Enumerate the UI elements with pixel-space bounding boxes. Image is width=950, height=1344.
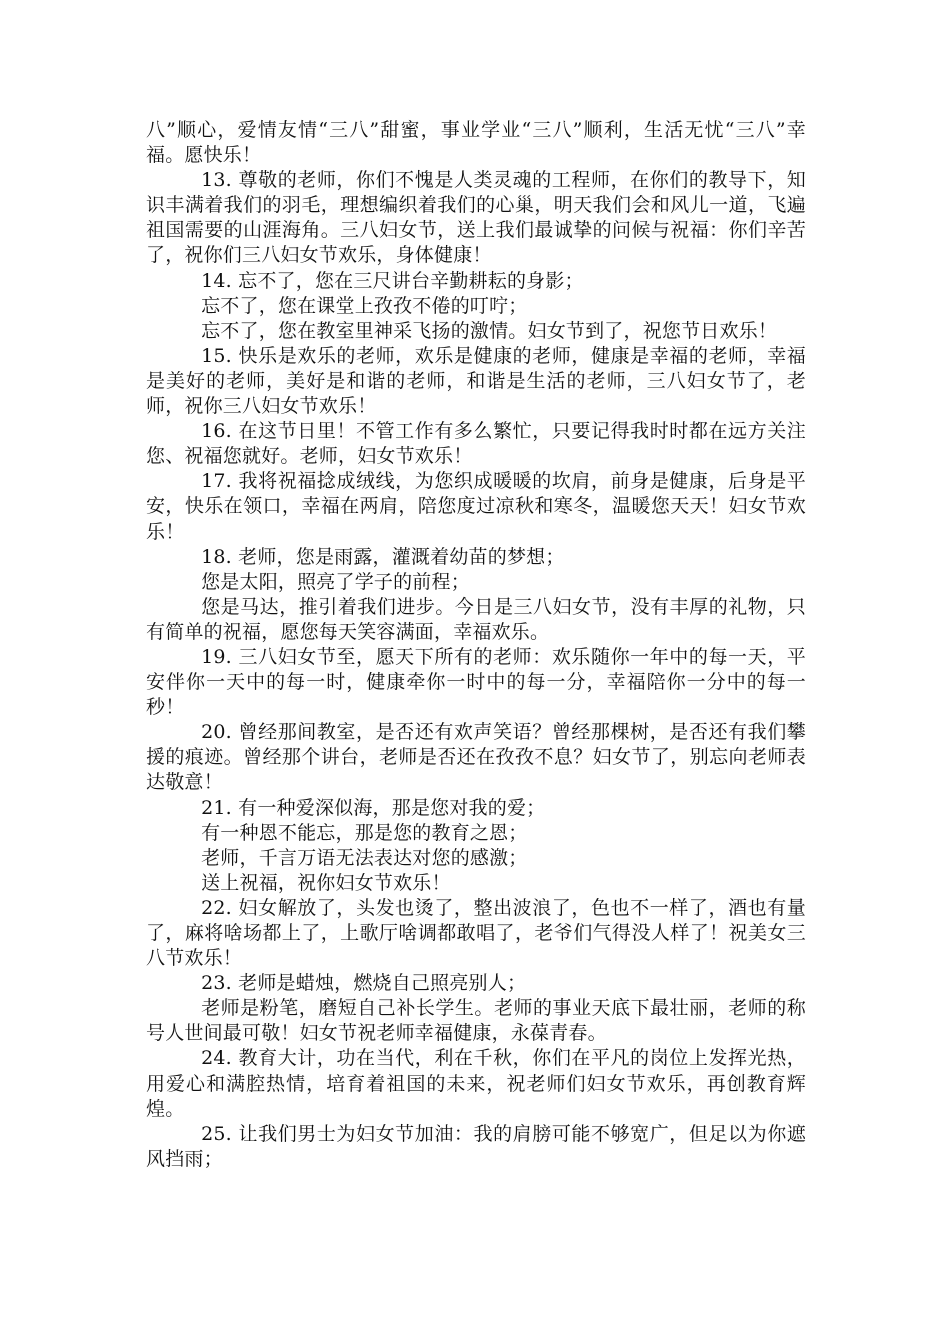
paragraph-22: 22. 妇女解放了，头发也烫了，整出波浪了，色也不一样了，酒也有量了，麻将啥场都上了，上歌厅啥调都敢唱了，老爷们气得没人样了！祝美女三八节欢乐！ xyxy=(146,896,806,970)
paragraph-continuation: 八”顺心，爱情友情“三八”甜蜜，事业学业“三八”顺利，生活无忧“三八”幸福。愿快乐！ xyxy=(146,119,806,167)
paragraph-23-line-2: 老师是粉笔，磨短自己补长学生。老师的事业天底下最壮丽，老师的称号人世间最可敬！妇女节祝老师幸福健康，永葆青春。 xyxy=(146,997,806,1045)
paragraph-25: 25. 让我们男士为妇女节加油：我的肩膀可能不够宽广，但足以为你遮风挡雨； xyxy=(146,1122,806,1170)
paragraph-13: 13. 尊敬的老师，你们不愧是人类灵魂的工程师，在你们的教导下，知识丰满着我们的羽毛，理想编织着我们的心巢，明天我们会和风儿一道，飞遍祖国需要的山涯海角。三八妇女节，送上我们最诚挚的问候与祝福：你们辛苦了，祝你们三八妇女节欢乐，身体健康！ xyxy=(146,169,806,267)
paragraph-21-line-2: 有一种恩不能忘，那是您的教育之恩； xyxy=(201,821,528,844)
document-body xyxy=(146,118,806,1172)
paragraph-19: 19. 三八妇女节至，愿天下所有的老师：欢乐随你一年中的每一天，平安伴你一天中的每一时，健康牵你一时中的每一分，幸福陪你一分中的每一秒！ xyxy=(146,645,806,719)
paragraph-14-line-2: 忘不了，您在课堂上孜孜不倦的叮咛； xyxy=(201,294,528,317)
paragraph-16: 16. 在这节日里！不管工作有多么繁忙，只要记得我时时都在远方关注您、祝福您就好。老师，妇女节欢乐！ xyxy=(146,420,806,468)
paragraph-21-line-3: 老师，千言万语无法表达对您的感激； xyxy=(201,846,528,869)
paragraph-21: 21. 有一种爱深似海，那是您对我的爱； xyxy=(201,796,546,819)
paragraph-15: 15. 快乐是欢乐的老师，欢乐是健康的老师，健康是幸福的老师，幸福是美好的老师，美好是和谐的老师，和谐是生活的老师，三八妇女节了，老师，祝你三八妇女节欢乐！ xyxy=(146,344,806,418)
paragraph-18: 18. 老师，您是雨露，灌溉着幼苗的梦想； xyxy=(201,545,565,568)
paragraph-14-line-3: 忘不了，您在教室里神采飞扬的激情。妇女节到了，祝您节日欢乐！ xyxy=(201,319,778,342)
paragraph-17: 17. 我将祝福捻成绒线，为您织成暖暖的坎肩，前身是健康，后身是平安，快乐在领口，幸福在两肩，陪您度过凉秋和寒冬，温暖您天天！妇女节欢乐！ xyxy=(146,470,806,543)
paragraph-24: 24. 教育大计，功在当代，利在千秋，你们在平凡的岗位上发挥光热，用爱心和满腔热情，培育着祖国的未来，祝老师们妇女节欢乐，再创教育辉煌。 xyxy=(146,1047,806,1120)
paragraph-18-line-3: 您是马达，推引着我们进步。今日是三八妇女节，没有丰厚的礼物，只有简单的祝福，愿您每天笑容满面，幸福欢乐。 xyxy=(146,595,806,643)
paragraph-18-line-2: 您是太阳，照亮了学子的前程； xyxy=(201,570,470,593)
paragraph-23: 23. 老师是蜡烛，燃烧自己照亮别人； xyxy=(201,972,527,995)
paragraph-14: 14. 忘不了，您在三尺讲台辛勤耕耘的身影； xyxy=(201,269,584,292)
paragraph-20: 20. 曾经那间教室，是否还有欢声笑语？曾经那棵树，是否还有我们攀援的痕迹。曾经那个讲台，老师是否还在孜孜不息？妇女节了，别忘向老师表达敬意！ xyxy=(146,721,806,794)
paragraph-21-line-4: 送上祝福，祝你妇女节欢乐！ xyxy=(201,871,451,894)
